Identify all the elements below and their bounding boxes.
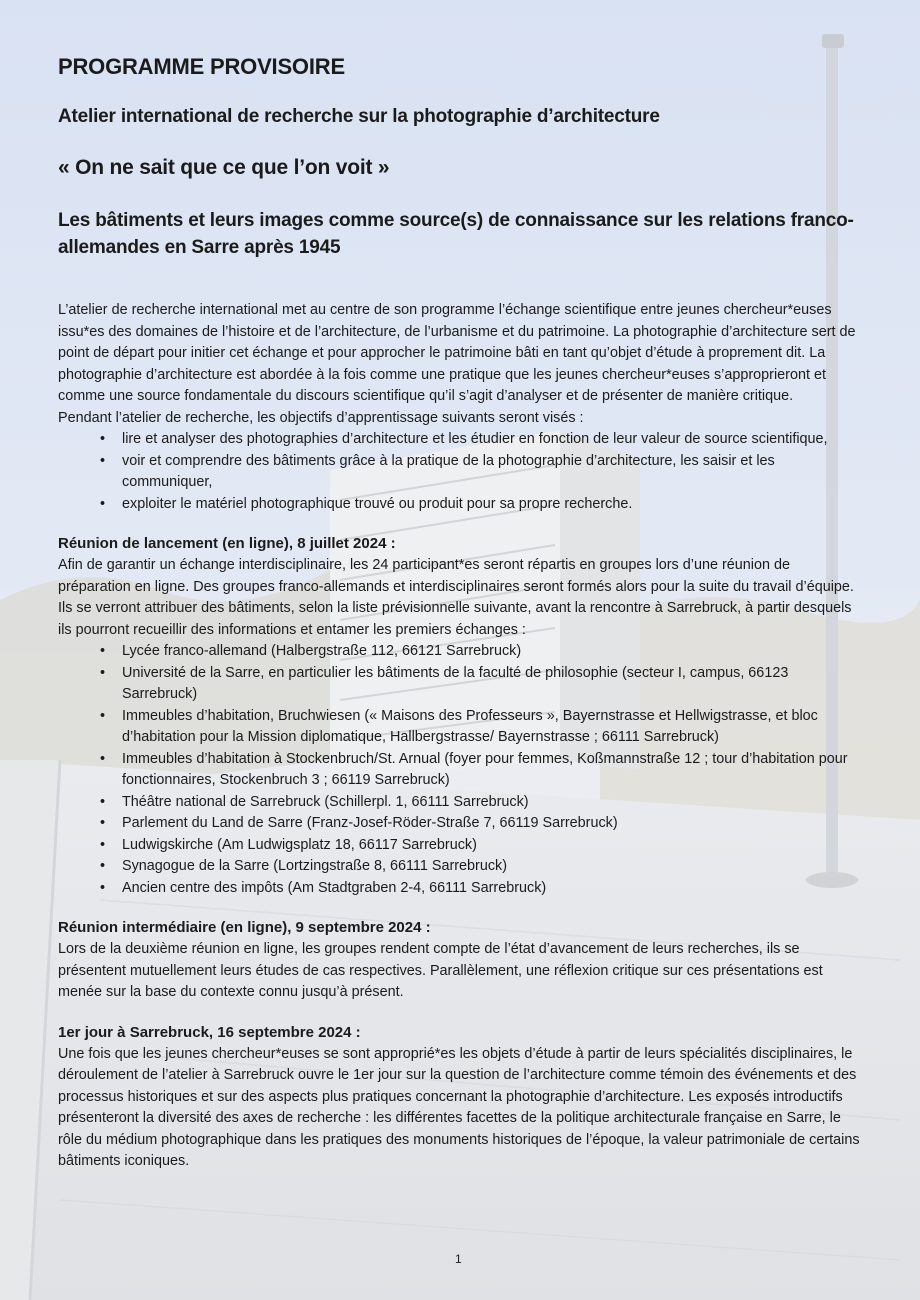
list-item: • voir et comprendre des bâtiments grâce à la pratique de la photographie d’architecture, les saisir et les communiquer, — [100, 452, 775, 490]
bullet-icon: • — [100, 431, 106, 447]
bullet-icon: • — [100, 495, 106, 512]
objectives-lead: Pendant l’atelier de recherche, les objectifs d’apprentissage suivants seront visés : — [58, 409, 584, 426]
list-item: • Lycée franco-allemand (Halbergstraße 112, 66121 Sarrebruck) — [58, 641, 864, 663]
bullet-icon: • — [100, 750, 106, 767]
intro-block — [58, 300, 864, 515]
section-day-one — [58, 1022, 864, 1173]
subtitle: Atelier international de recherche sur la photographie d’architecture — [58, 106, 660, 127]
objectives-list — [58, 429, 864, 515]
list-item: • Immeubles d’habitation, Bruchwiesen (« Maisons des Professeurs », Bayernstrasse et Hellwigstrasse, et bloc d’habitation pour la Mission diplomatique, Hallbergstrasse/ Bayernstrasse ; 66111 Sarrebruck) — [100, 707, 818, 745]
bullet-icon: • — [100, 707, 106, 724]
bullet-icon: • — [100, 664, 106, 681]
section-text: Une fois que les jeunes chercheur*euses se sont approprié*es les objets d’étude à partir de leurs spécialités disciplinaires, le déroulement de l’atelier à Sarrebruck ouvre le 1er jour sur la question de l’architecture comme témoin des événements et des processus historiques et sur des aspects plus pratiques concernant la photographie d’architecture. Les exposés introductifs présenteront la diversité des axes de recherche : les différentes facettes de la politique architecturale française en Sarre, le rôle du médium photographique dans les pratiques des monuments historiques de l’époque, la valeur patrimoniale de certains bâtiments iconiques. — [58, 1045, 860, 1169]
list-item: • Ludwigskirche (Am Ludwigsplatz 18, 66117 Sarrebruck) — [58, 835, 864, 857]
list-item: • Ancien centre des impôts (Am Stadtgraben 2-4, 66111 Sarrebruck) — [58, 878, 864, 900]
bullet-icon: • — [100, 836, 106, 853]
bullet-icon: • — [100, 879, 106, 896]
bullet-icon: • — [100, 815, 106, 831]
list-item: • Parlement du Land de Sarre (Franz-Josef-Röder-Straße 7, 66119 Sarrebruck) — [58, 813, 864, 835]
intro-paragraph: L’atelier de recherche international met au centre de son programme l’échange scientifique entre jeunes chercheur*euses issu*es des domaines de l’histoire et de l’architecture, de l’urbanisme et du patrimoine. La photographie d’architecture sert de point de départ pour initier cet échange et pour approcher le patrimoine bâti en tant qu’objet d’étude à proprement dit. La photographie d’architecture est abordée à la fois comme une pratique que les jeunes chercheur*euses s’approprieront et comme une source fondamentale du discours scientifique qu’il s’agit d’analyser et de présenter de manière critique. — [58, 302, 856, 404]
list-item: • Synagogue de la Sarre (Lortzingstraße 8, 66111 Sarrebruck) — [58, 856, 864, 878]
page-number: 1 — [455, 1252, 462, 1266]
section-title: Réunion intermédiaire (en ligne), 9 septembre 2024 : — [58, 919, 431, 936]
list-item: • exploiter le matériel photographique trouvé ou produit pour sa propre recherche. — [58, 494, 864, 516]
section-text: Afin de garantir un échange interdisciplinaire, les 24 participant*es seront répartis en groupes lors d’une réunion de préparation en ligne. Des groupes franco-allemands et interdisciplinaires seront formés alors pour la suite du travail d’équipe. Ils se verront attribuer des bâtiments, selon la liste prévisionnelle suivante, avant la rencontre à Sarrebruck, à partir desquels ils pourront recueillir des informations et entamer les premiers échanges : — [58, 557, 854, 638]
section-kickoff — [58, 533, 864, 899]
section-intermediate — [58, 917, 864, 1004]
section-title: 1er jour à Sarrebruck, 16 septembre 2024 : — [58, 1023, 361, 1041]
bullet-icon: • — [100, 858, 106, 874]
list-item: • lire et analyser des photographies d’architecture et les étudier en fonction de leur valeur de source scientifique, — [58, 429, 864, 451]
quote-title: « On ne sait que ce que l’on voit » — [58, 156, 390, 179]
list-item: • Théâtre national de Sarrebruck (Schillerpl. 1, 66111 Sarrebruck) — [58, 792, 864, 814]
bullet-icon: • — [100, 643, 106, 659]
section-text: Lors de la deuxième réunion en ligne, les groupes rendent compte de l’état d’avancement de leurs recherches, ils se présentent mutuellement leurs études de cas respectives. Parallèlement, une réflexion critique sur ces présentations est menée sur la base du contexte connu jusqu’à présent. — [58, 941, 823, 1000]
bullet-icon: • — [100, 452, 106, 469]
page-title: PROGRAMME PROVISOIRE — [58, 54, 345, 79]
list-item: • Université de la Sarre, en particulier les bâtiments de la faculté de philosophie (secteur I, campus, 66123 Sarrebruck) — [100, 664, 789, 702]
main-heading: Les bâtiments et leurs images comme source(s) de connaissance sur les relations franco-allemandes en Sarre après 1945 — [58, 210, 854, 258]
list-item: • Immeubles d’habitation à Stockenbruch/St. Arnual (foyer pour femmes, Koßmannstraße 12 ; tour d’habitation pour fonctionnaires, Stockenbruch 3 ; 66119 Sarrebruck) — [100, 750, 848, 788]
section-title: Réunion de lancement (en ligne), 8 juillet 2024 : — [58, 535, 396, 552]
bullet-icon: • — [100, 793, 106, 810]
document-page — [58, 52, 864, 1173]
buildings-list — [58, 641, 864, 899]
